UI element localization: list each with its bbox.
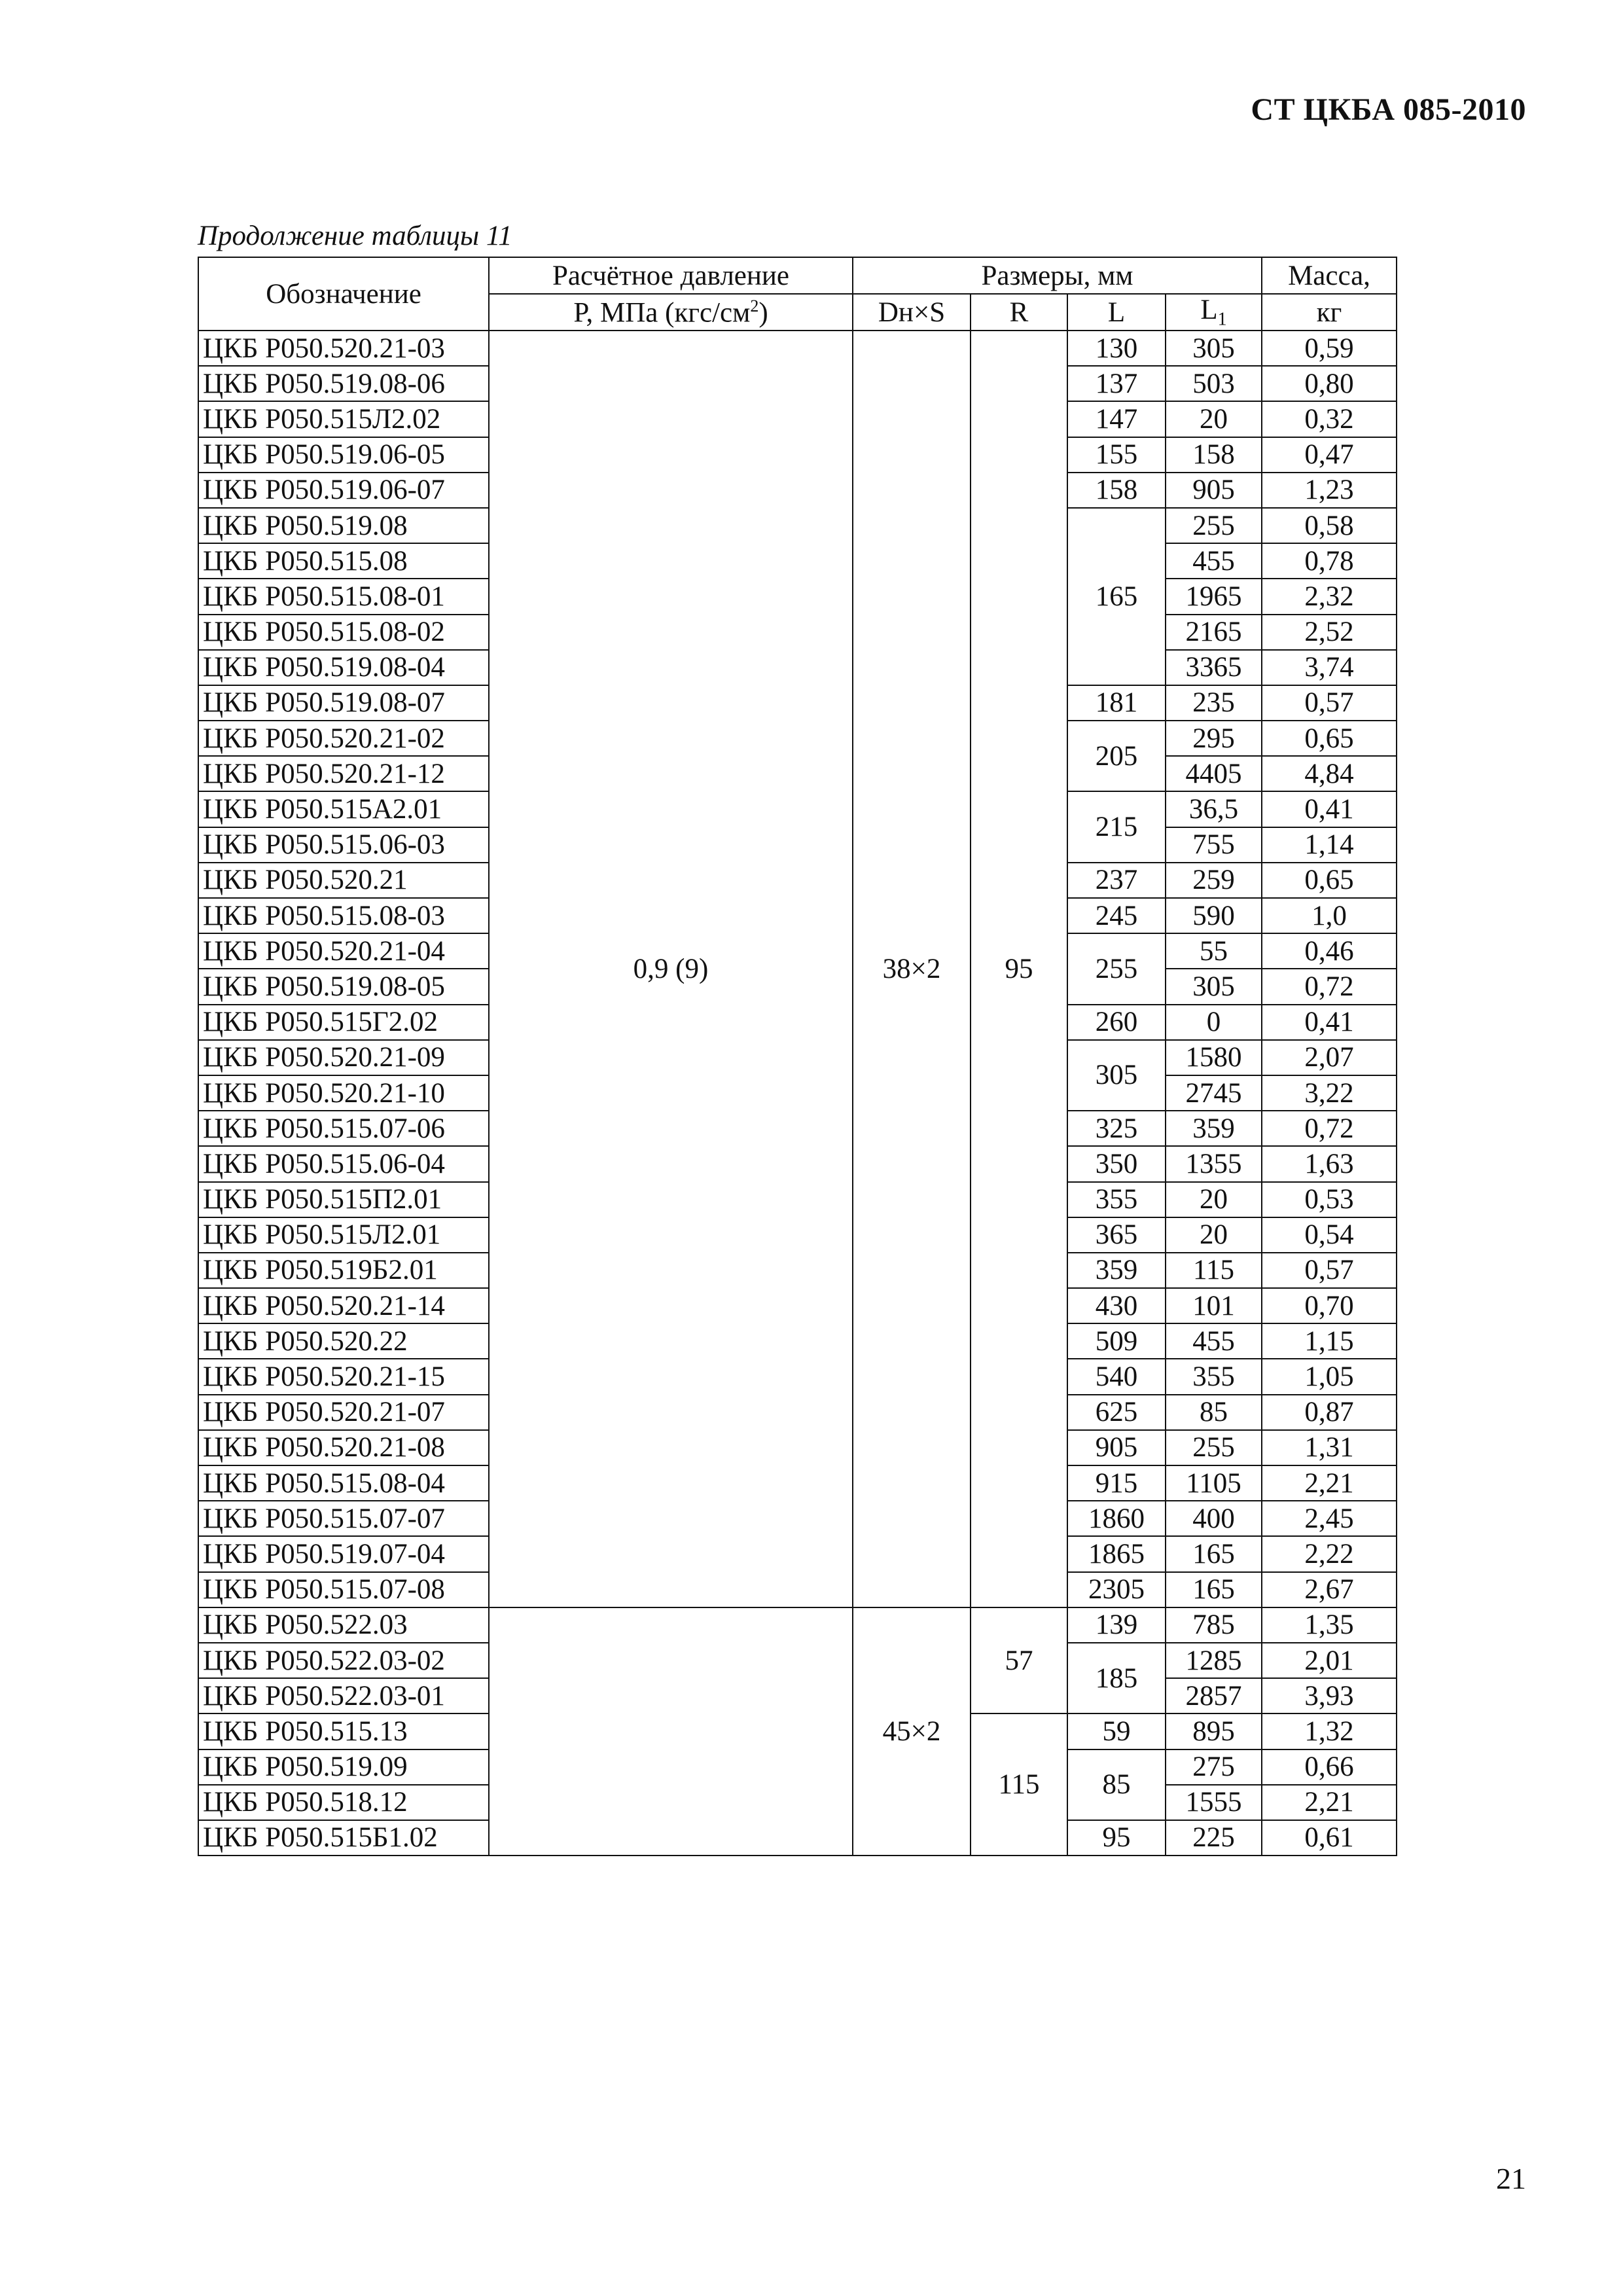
cell-l1: 165 — [1166, 1536, 1262, 1571]
cell-l: 165 — [1067, 508, 1166, 685]
cell-l: 2305 — [1067, 1572, 1166, 1607]
cell-designation: ЦКБ Р050.522.03 — [198, 1607, 489, 1643]
cell-mass: 2,52 — [1262, 615, 1397, 650]
cell-l1: 55 — [1166, 933, 1262, 969]
cell-l: 85 — [1067, 1749, 1166, 1820]
cell-mass: 2,01 — [1262, 1643, 1397, 1678]
cell-l: 540 — [1067, 1359, 1166, 1394]
cell-l1: 158 — [1166, 437, 1262, 473]
cell-l: 915 — [1067, 1465, 1166, 1501]
cell-l1: 2745 — [1166, 1075, 1262, 1111]
cell-l: 237 — [1067, 863, 1166, 898]
cell-designation: ЦКБ Р050.515.13 — [198, 1713, 489, 1749]
cell-l1: 4405 — [1166, 756, 1262, 791]
cell-l1: 115 — [1166, 1253, 1262, 1288]
cell-l1: 20 — [1166, 1182, 1262, 1217]
cell-mass: 1,32 — [1262, 1713, 1397, 1749]
cell-designation: ЦКБ Р050.515.08-04 — [198, 1465, 489, 1501]
cell-l1: 235 — [1166, 685, 1262, 721]
cell-designation: ЦКБ Р050.520.21-10 — [198, 1075, 489, 1111]
header-pressure: Расчётное давление — [489, 257, 853, 294]
cell-l: 181 — [1067, 685, 1166, 721]
cell-designation: ЦКБ Р050.518.12 — [198, 1785, 489, 1820]
document-code: СТ ЦКБА 085-2010 — [1251, 92, 1526, 127]
cell-l: 139 — [1067, 1607, 1166, 1643]
cell-mass: 0,80 — [1262, 366, 1397, 401]
cell-mass: 2,21 — [1262, 1785, 1397, 1820]
cell-mass: 2,07 — [1262, 1040, 1397, 1075]
page-number: 21 — [1496, 2162, 1526, 2195]
cell-mass: 0,66 — [1262, 1749, 1397, 1785]
cell-mass: 0,53 — [1262, 1182, 1397, 1217]
header-r: R — [971, 294, 1067, 331]
cell-l: 509 — [1067, 1323, 1166, 1359]
table-row — [198, 1607, 1397, 1643]
cell-designation: ЦКБ Р050.519.08-04 — [198, 650, 489, 685]
cell-designation: ЦКБ Р050.519.09 — [198, 1749, 489, 1785]
cell-l1: 3365 — [1166, 650, 1262, 685]
cell-mass: 1,31 — [1262, 1430, 1397, 1465]
cell-designation: ЦКБ Р050.520.21-15 — [198, 1359, 489, 1394]
cell-l1: 1965 — [1166, 579, 1262, 614]
cell-designation: ЦКБ Р050.519.06-05 — [198, 437, 489, 473]
cell-designation: ЦКБ Р050.515.07-07 — [198, 1501, 489, 1536]
table-body — [198, 331, 1397, 1856]
cell-mass: 3,22 — [1262, 1075, 1397, 1111]
header-pressure-units: P, МПа $(кгс/см^2)$ — [489, 294, 853, 331]
cell-l1: 1355 — [1166, 1146, 1262, 1181]
cell-mass: 1,05 — [1262, 1359, 1397, 1394]
cell-l: 430 — [1067, 1288, 1166, 1323]
cell-designation: ЦКБ Р050.515Л2.01 — [198, 1217, 489, 1253]
cell-mass: 1,23 — [1262, 473, 1397, 508]
cell-l: 365 — [1067, 1217, 1166, 1253]
cell-mass: 1,63 — [1262, 1146, 1397, 1181]
table-header — [198, 257, 1397, 331]
cell-mass: 0,57 — [1262, 685, 1397, 721]
cell-l1: 905 — [1166, 473, 1262, 508]
cell-r: 95 — [971, 331, 1067, 1607]
cell-l: 355 — [1067, 1182, 1166, 1217]
cell-l: 245 — [1067, 898, 1166, 933]
cell-mass: 1,14 — [1262, 827, 1397, 863]
cell-l1: 1285 — [1166, 1643, 1262, 1678]
cell-l: 59 — [1067, 1713, 1166, 1749]
cell-l1: 1105 — [1166, 1465, 1262, 1501]
cell-l1: 2857 — [1166, 1678, 1262, 1713]
cell-designation: ЦКБ Р050.519Б2.01 — [198, 1253, 489, 1288]
cell-r: 57 — [971, 1607, 1067, 1714]
cell-mass: 2,21 — [1262, 1465, 1397, 1501]
cell-l: 215 — [1067, 791, 1166, 862]
cell-mass: 0,46 — [1262, 933, 1397, 969]
cell-l: 130 — [1067, 331, 1166, 366]
cell-designation: ЦКБ Р050.522.03-01 — [198, 1678, 489, 1713]
cell-l1: 275 — [1166, 1749, 1262, 1785]
cell-designation: ЦКБ Р050.520.21-03 — [198, 331, 489, 366]
cell-l1: 36,5 — [1166, 791, 1262, 827]
cell-l: 625 — [1067, 1395, 1166, 1430]
cell-designation: ЦКБ Р050.515.06-03 — [198, 827, 489, 863]
cell-mass: 0,65 — [1262, 721, 1397, 756]
cell-l1: 455 — [1166, 1323, 1262, 1359]
header-l1: $L_1$ — [1166, 294, 1262, 331]
cell-l1: 20 — [1166, 401, 1262, 437]
cell-l1: 225 — [1166, 1820, 1262, 1856]
cell-designation: ЦКБ Р050.515.07-06 — [198, 1111, 489, 1146]
cell-mass: 2,22 — [1262, 1536, 1397, 1571]
header-dimensions: Размеры, мм — [853, 257, 1262, 294]
cell-l1: 305 — [1166, 331, 1262, 366]
cell-l1: 755 — [1166, 827, 1262, 863]
cell-l1: 359 — [1166, 1111, 1262, 1146]
cell-mass: 0,87 — [1262, 1395, 1397, 1430]
header-mass-unit: кг — [1262, 294, 1397, 331]
cell-l: 1860 — [1067, 1501, 1166, 1536]
cell-mass: 3,93 — [1262, 1678, 1397, 1713]
cell-mass: 0,61 — [1262, 1820, 1397, 1856]
cell-designation: ЦКБ Р050.519.07-04 — [198, 1536, 489, 1571]
cell-designation: ЦКБ Р050.519.06-07 — [198, 473, 489, 508]
cell-designation: ЦКБ Р050.520.21 — [198, 863, 489, 898]
cell-mass: 2,67 — [1262, 1572, 1397, 1607]
cell-l1: 895 — [1166, 1713, 1262, 1749]
cell-l1: 2165 — [1166, 615, 1262, 650]
header-mass: Масса, — [1262, 257, 1397, 294]
cell-l1: 305 — [1166, 969, 1262, 1004]
cell-mass: 0,65 — [1262, 863, 1397, 898]
table-11 — [198, 257, 1397, 1856]
cell-mass: 0,57 — [1262, 1253, 1397, 1288]
cell-l: 137 — [1067, 366, 1166, 401]
cell-l1: 0 — [1166, 1005, 1262, 1040]
cell-pressure-continued — [489, 1607, 853, 1856]
cell-designation: ЦКБ Р050.520.21-07 — [198, 1395, 489, 1430]
cell-mass: 0,54 — [1262, 1217, 1397, 1253]
cell-l: 325 — [1067, 1111, 1166, 1146]
cell-designation: ЦКБ Р050.515Л2.02 — [198, 401, 489, 437]
cell-designation: ЦКБ Р050.519.08-06 — [198, 366, 489, 401]
cell-mass: 2,45 — [1262, 1501, 1397, 1536]
cell-mass: 0,41 — [1262, 1005, 1397, 1040]
cell-l1: 255 — [1166, 1430, 1262, 1465]
cell-designation: ЦКБ Р050.522.03-02 — [198, 1643, 489, 1678]
cell-mass: 1,15 — [1262, 1323, 1397, 1359]
cell-mass: 0,72 — [1262, 969, 1397, 1004]
cell-mass: 1,0 — [1262, 898, 1397, 933]
cell-mass: 0,41 — [1262, 791, 1397, 827]
cell-l1: 590 — [1166, 898, 1262, 933]
cell-mass: 0,59 — [1262, 331, 1397, 366]
cell-designation: ЦКБ Р050.515П2.01 — [198, 1182, 489, 1217]
cell-l1: 785 — [1166, 1607, 1262, 1643]
cell-l: 155 — [1067, 437, 1166, 473]
table-caption: Продолжение таблицы 11 — [198, 221, 512, 251]
cell-l: 158 — [1067, 473, 1166, 508]
cell-dn-s: 38×2 — [853, 331, 971, 1607]
cell-l: 260 — [1067, 1005, 1166, 1040]
cell-l1: 1580 — [1166, 1040, 1262, 1075]
cell-l: 359 — [1067, 1253, 1166, 1288]
cell-mass: 3,74 — [1262, 650, 1397, 685]
cell-designation: ЦКБ Р050.520.21-09 — [198, 1040, 489, 1075]
cell-designation: ЦКБ Р050.515.08-03 — [198, 898, 489, 933]
cell-l1: 85 — [1166, 1395, 1262, 1430]
cell-designation: ЦКБ Р050.520.21-14 — [198, 1288, 489, 1323]
cell-r: 115 — [971, 1713, 1067, 1856]
cell-designation: ЦКБ Р050.520.21-04 — [198, 933, 489, 969]
cell-designation: ЦКБ Р050.519.08-07 — [198, 685, 489, 721]
cell-mass: 2,32 — [1262, 579, 1397, 614]
cell-mass: 4,84 — [1262, 756, 1397, 791]
cell-designation: ЦКБ Р050.519.08-05 — [198, 969, 489, 1004]
cell-designation: ЦКБ Р050.520.21-12 — [198, 756, 489, 791]
cell-designation: ЦКБ Р050.515Б1.02 — [198, 1820, 489, 1856]
cell-mass: 1,35 — [1262, 1607, 1397, 1643]
header-l: L — [1067, 294, 1166, 331]
cell-designation: ЦКБ Р050.515.08-01 — [198, 579, 489, 614]
cell-mass: 0,32 — [1262, 401, 1397, 437]
cell-mass: 0,78 — [1262, 543, 1397, 579]
cell-mass: 0,58 — [1262, 508, 1397, 543]
cell-l1: 455 — [1166, 543, 1262, 579]
cell-designation: ЦКБ Р050.520.21-02 — [198, 721, 489, 756]
cell-l: 305 — [1067, 1040, 1166, 1111]
cell-designation: ЦКБ Р050.515Г2.02 — [198, 1005, 489, 1040]
cell-designation: ЦКБ Р050.520.22 — [198, 1323, 489, 1359]
cell-designation: ЦКБ Р050.515.07-08 — [198, 1572, 489, 1607]
cell-designation: ЦКБ Р050.515.08 — [198, 543, 489, 579]
cell-designation: ЦКБ Р050.520.21-08 — [198, 1430, 489, 1465]
table-row — [198, 331, 1397, 366]
cell-designation: ЦКБ Р050.519.08 — [198, 508, 489, 543]
cell-l1: 101 — [1166, 1288, 1262, 1323]
cell-mass: 0,70 — [1262, 1288, 1397, 1323]
header-dn-s: Dн×S — [853, 294, 971, 331]
cell-mass: 0,47 — [1262, 437, 1397, 473]
cell-l1: 255 — [1166, 508, 1262, 543]
cell-l1: 259 — [1166, 863, 1262, 898]
cell-designation: ЦКБ Р050.515.06-04 — [198, 1146, 489, 1181]
cell-l1: 165 — [1166, 1572, 1262, 1607]
cell-dn-s: 45×2 — [853, 1607, 971, 1856]
cell-l: 350 — [1067, 1146, 1166, 1181]
cell-pressure: 0,9 (9) — [489, 331, 853, 1607]
cell-l: 95 — [1067, 1820, 1166, 1856]
cell-l1: 503 — [1166, 366, 1262, 401]
cell-l1: 1555 — [1166, 1785, 1262, 1820]
cell-l1: 355 — [1166, 1359, 1262, 1394]
cell-mass: 0,72 — [1262, 1111, 1397, 1146]
cell-l1: 295 — [1166, 721, 1262, 756]
cell-l: 255 — [1067, 933, 1166, 1004]
cell-designation: ЦКБ Р050.515.08-02 — [198, 615, 489, 650]
cell-designation: ЦКБ Р050.515А2.01 — [198, 791, 489, 827]
cell-l1: 20 — [1166, 1217, 1262, 1253]
cell-l1: 400 — [1166, 1501, 1262, 1536]
cell-l: 205 — [1067, 721, 1166, 791]
header-designation: Обозначение — [198, 257, 489, 331]
cell-l: 1865 — [1067, 1536, 1166, 1571]
cell-l: 905 — [1067, 1430, 1166, 1465]
cell-l: 185 — [1067, 1643, 1166, 1713]
cell-l: 147 — [1067, 401, 1166, 437]
